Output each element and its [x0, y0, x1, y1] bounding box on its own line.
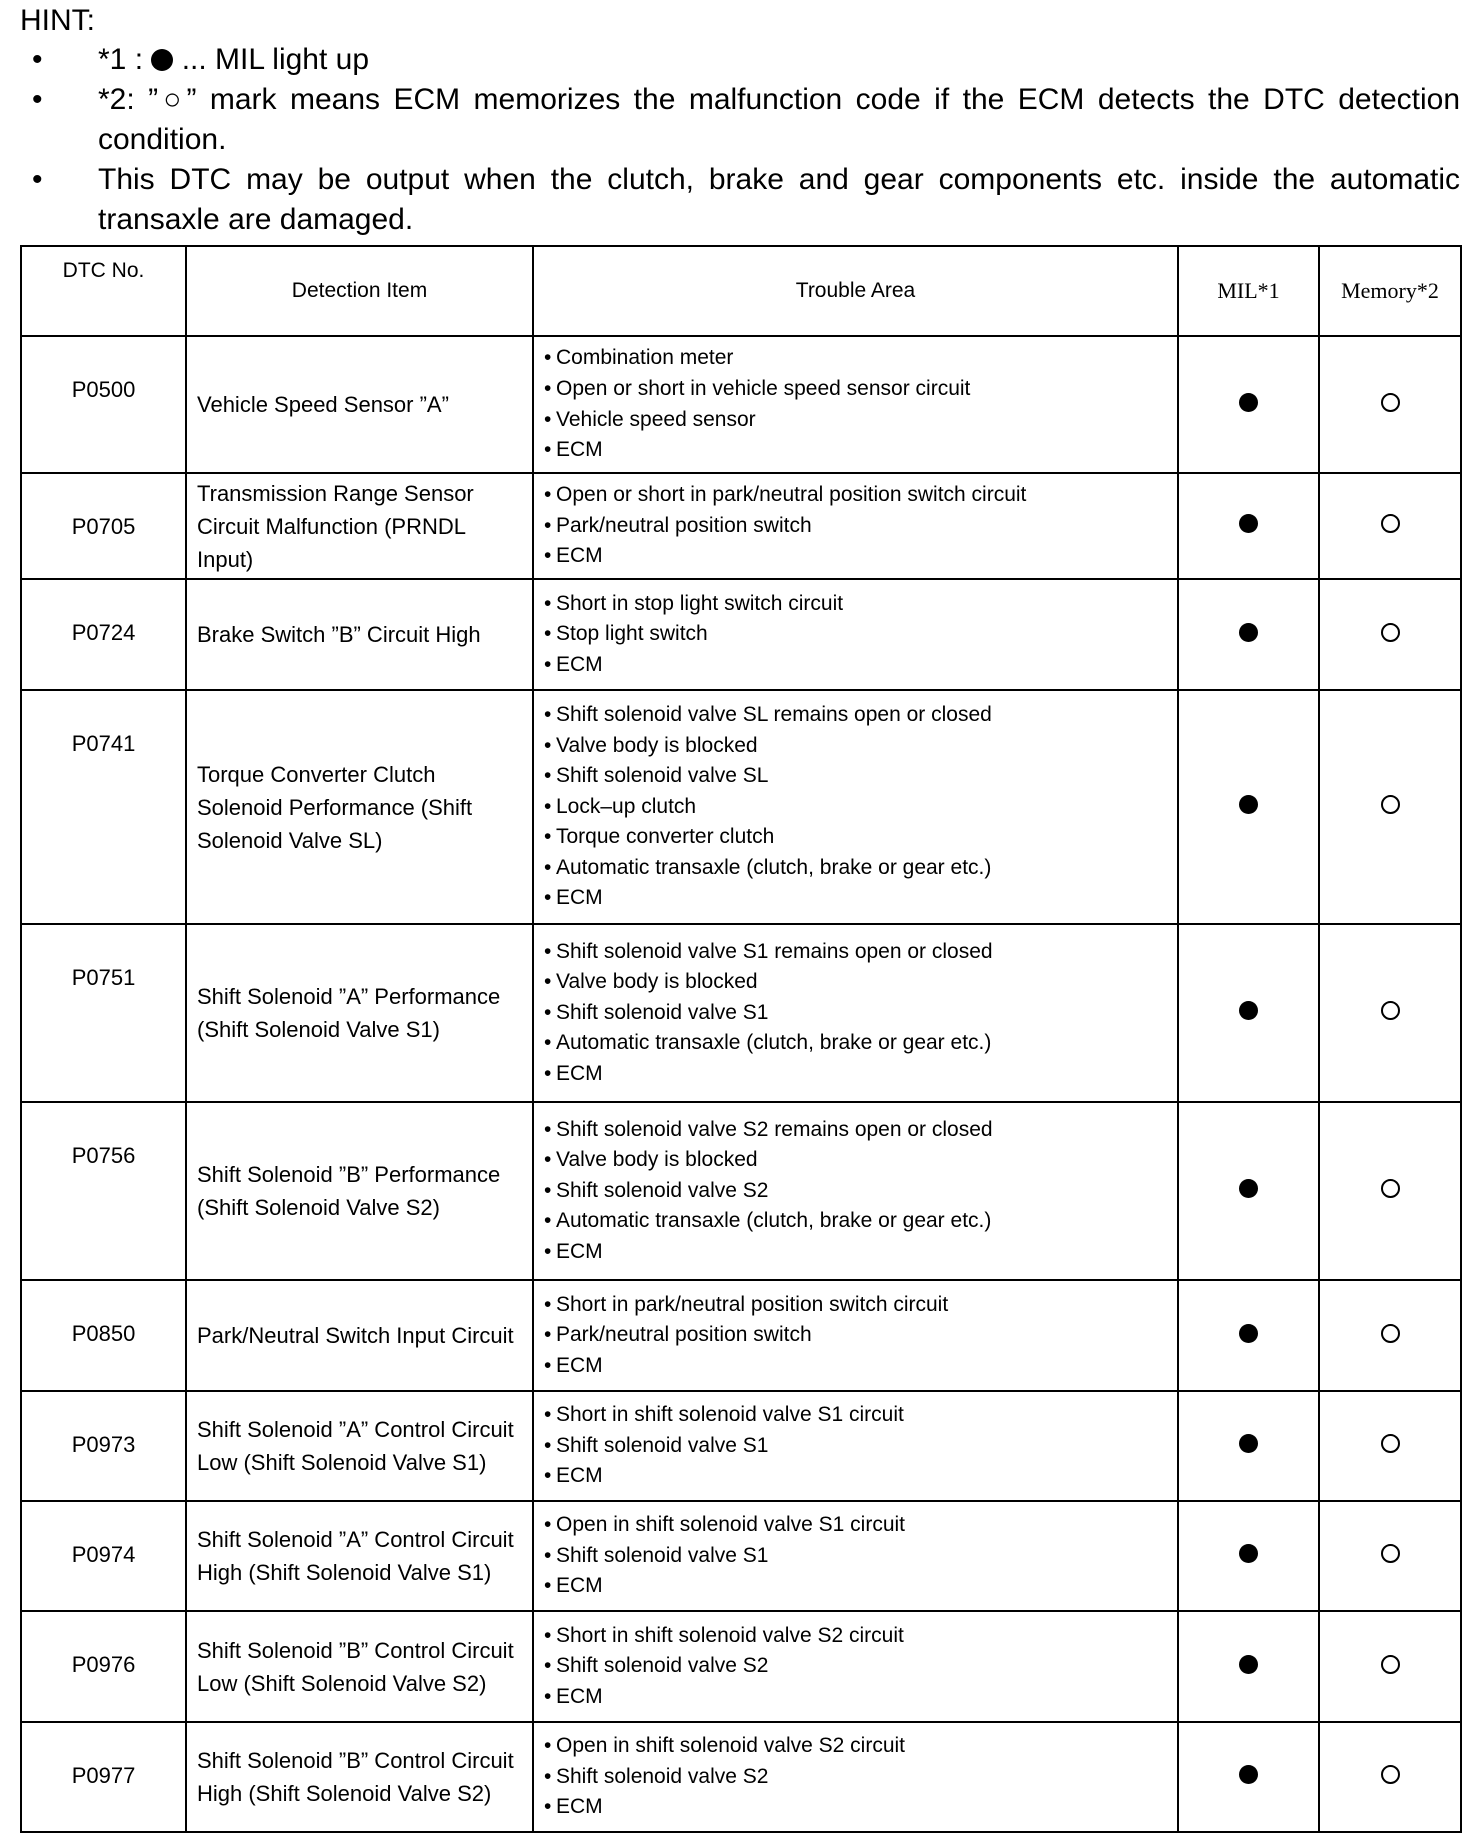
- open-circle-icon: [1381, 623, 1400, 642]
- dtc-table: [20, 245, 1462, 1833]
- open-circle-icon: [1381, 393, 1400, 412]
- detection-item: Shift Solenoid ”A” Control Circuit High (Shift Solenoid Valve S1): [186, 1501, 533, 1611]
- open-circle-icon: [1381, 1544, 1400, 1563]
- bullet-icon: •: [32, 163, 43, 196]
- trouble-area-item: • Shift solenoid valve S1: [544, 1541, 1167, 1572]
- trouble-area-item: • Shift solenoid valve S2: [544, 1176, 1167, 1207]
- trouble-area-list: [544, 937, 1167, 1090]
- filled-circle-icon: [1239, 1179, 1258, 1198]
- hint-item-mil: [20, 40, 1460, 80]
- open-circle-icon: [1381, 1765, 1400, 1784]
- trouble-area-item: • Park/neutral position switch: [544, 1320, 1167, 1351]
- trouble-area-item: • ECM: [544, 1792, 1167, 1823]
- detection-item: Shift Solenoid ”B” Control Circuit High (Shift Solenoid Valve S2): [186, 1722, 533, 1832]
- trouble-area-item: • Park/neutral position switch: [544, 511, 1167, 542]
- dtc-code: P0976: [21, 1611, 186, 1722]
- mil-cell: [1178, 1722, 1319, 1832]
- trouble-area-item: • ECM: [544, 1351, 1167, 1382]
- header-memory: Memory*2: [1319, 246, 1461, 336]
- detection-item: Shift Solenoid ”A” Control Circuit Low (Shift Solenoid Valve S1): [186, 1391, 533, 1501]
- filled-circle-icon: [1239, 514, 1258, 533]
- hint-item-mil-prefix: *1 :: [98, 43, 152, 76]
- trouble-area: [533, 1102, 1178, 1280]
- trouble-area: [533, 336, 1178, 473]
- trouble-area-list: [544, 1731, 1167, 1823]
- trouble-area-item: • Torque converter clutch: [544, 822, 1167, 853]
- memory-cell: [1319, 1102, 1461, 1280]
- header-mil: MIL*1: [1178, 246, 1319, 336]
- trouble-area-item: • Valve body is blocked: [544, 731, 1167, 762]
- hint-item-memory: [20, 80, 1460, 160]
- filled-circle-icon: [1239, 1765, 1258, 1784]
- trouble-area-item: • Shift solenoid valve S2 remains open or closed: [544, 1115, 1167, 1146]
- detection-item: Vehicle Speed Sensor ”A”: [186, 336, 533, 473]
- filled-circle-icon: [151, 49, 173, 71]
- table-row: [21, 1611, 1461, 1722]
- table-row: [21, 1501, 1461, 1611]
- trouble-area-item: • Short in shift solenoid valve S2 circuit: [544, 1621, 1167, 1652]
- trouble-area: [533, 1391, 1178, 1501]
- trouble-area-list: [544, 1621, 1167, 1713]
- detection-item: Park/Neutral Switch Input Circuit: [186, 1280, 533, 1391]
- trouble-area: [533, 1611, 1178, 1722]
- hint-list: [20, 40, 1460, 240]
- bullet-icon: •: [32, 83, 43, 116]
- trouble-area-item: • Open in shift solenoid valve S1 circuit: [544, 1510, 1167, 1541]
- dtc-code: P0751: [21, 924, 186, 1102]
- trouble-area: [533, 1280, 1178, 1391]
- trouble-area-item: • Combination meter: [544, 343, 1167, 374]
- detection-item: Torque Converter Clutch Solenoid Performance (Shift Solenoid Valve SL): [186, 690, 533, 924]
- trouble-area-item: • Shift solenoid valve SL remains open or closed: [544, 700, 1167, 731]
- trouble-area-item: • ECM: [544, 1237, 1167, 1268]
- memory-cell: [1319, 1391, 1461, 1501]
- mil-cell: [1178, 473, 1319, 579]
- table-row: [21, 579, 1461, 690]
- trouble-area-item: • Short in shift solenoid valve S1 circuit: [544, 1400, 1167, 1431]
- open-circle-icon: [1381, 1179, 1400, 1198]
- dtc-code: P0973: [21, 1391, 186, 1501]
- trouble-area-item: • Short in stop light switch circuit: [544, 589, 1167, 620]
- memory-cell: [1319, 473, 1461, 579]
- detection-item: Transmission Range Sensor Circuit Malfunction (PRNDL Input): [186, 473, 533, 579]
- open-circle-icon: [1381, 795, 1400, 814]
- table-row: [21, 1722, 1461, 1832]
- open-circle-icon: [1381, 514, 1400, 533]
- filled-circle-icon: [1239, 795, 1258, 814]
- table-row: [21, 1102, 1461, 1280]
- memory-cell: [1319, 924, 1461, 1102]
- header-trouble-area: Trouble Area: [533, 246, 1178, 336]
- trouble-area: [533, 924, 1178, 1102]
- trouble-area-item: • ECM: [544, 650, 1167, 681]
- trouble-area-item: • ECM: [544, 435, 1167, 466]
- open-circle-icon: [1381, 1655, 1400, 1674]
- filled-circle-icon: [1239, 623, 1258, 642]
- trouble-area-item: • Open or short in park/neutral position switch circuit: [544, 480, 1167, 511]
- hint-item-damage: [20, 160, 1460, 240]
- trouble-area-item: • Valve body is blocked: [544, 1145, 1167, 1176]
- memory-cell: [1319, 1611, 1461, 1722]
- memory-cell: [1319, 1280, 1461, 1391]
- mil-cell: [1178, 1280, 1319, 1391]
- trouble-area-item: • Vehicle speed sensor: [544, 405, 1167, 436]
- trouble-area-item: • Shift solenoid valve S1 remains open or closed: [544, 937, 1167, 968]
- dtc-code: P0756: [21, 1102, 186, 1280]
- trouble-area-item: • ECM: [544, 541, 1167, 572]
- trouble-area-item: • ECM: [544, 883, 1167, 914]
- dtc-code: P0850: [21, 1280, 186, 1391]
- trouble-area-item: • ECM: [544, 1682, 1167, 1713]
- trouble-area-item: • Valve body is blocked: [544, 967, 1167, 998]
- hint-item-mil-suffix: ... MIL light up: [173, 43, 370, 76]
- dtc-code: P0741: [21, 690, 186, 924]
- table-row: [21, 690, 1461, 924]
- filled-circle-icon: [1239, 1544, 1258, 1563]
- trouble-area-item: • Stop light switch: [544, 619, 1167, 650]
- detection-item: Shift Solenoid ”A” Performance (Shift Solenoid Valve S1): [186, 924, 533, 1102]
- detection-item: Shift Solenoid ”B” Performance (Shift Solenoid Valve S2): [186, 1102, 533, 1280]
- dtc-code: P0977: [21, 1722, 186, 1832]
- trouble-area-item: • Short in park/neutral position switch circuit: [544, 1290, 1167, 1321]
- hint-item-damage-text: This DTC may be output when the clutch, brake and gear components etc. inside the automatic transaxle are damaged.: [98, 163, 1460, 236]
- trouble-area-item: • Lock–up clutch: [544, 792, 1167, 823]
- memory-cell: [1319, 336, 1461, 473]
- mil-cell: [1178, 579, 1319, 690]
- memory-cell: [1319, 1722, 1461, 1832]
- trouble-area-list: [544, 589, 1167, 681]
- hint-section: [20, 0, 1460, 240]
- trouble-area-item: • ECM: [544, 1461, 1167, 1492]
- trouble-area-list: [544, 343, 1167, 465]
- open-circle-icon: [1381, 1324, 1400, 1343]
- hint-title: HINT:: [20, 4, 95, 37]
- mil-cell: [1178, 1102, 1319, 1280]
- filled-circle-icon: [1239, 393, 1258, 412]
- dtc-code: P0705: [21, 473, 186, 579]
- trouble-area-item: • Automatic transaxle (clutch, brake or gear etc.): [544, 1206, 1167, 1237]
- open-circle-icon: [1381, 1434, 1400, 1453]
- table-row: [21, 1391, 1461, 1501]
- mil-cell: [1178, 336, 1319, 473]
- table-row: [21, 336, 1461, 473]
- open-circle-icon: [1381, 1001, 1400, 1020]
- bullet-icon: •: [32, 43, 43, 76]
- dtc-code: P0974: [21, 1501, 186, 1611]
- trouble-area: [533, 473, 1178, 579]
- trouble-area-list: [544, 1510, 1167, 1602]
- trouble-area-item: • ECM: [544, 1571, 1167, 1602]
- trouble-area-list: [544, 700, 1167, 914]
- trouble-area-item: • Shift solenoid valve S1: [544, 998, 1167, 1029]
- trouble-area-item: • Shift solenoid valve S1: [544, 1431, 1167, 1462]
- memory-cell: [1319, 1501, 1461, 1611]
- trouble-area-item: • Open in shift solenoid valve S2 circuit: [544, 1731, 1167, 1762]
- trouble-area-item: • Shift solenoid valve S2: [544, 1762, 1167, 1793]
- trouble-area-item: • Automatic transaxle (clutch, brake or gear etc.): [544, 1028, 1167, 1059]
- trouble-area: [533, 690, 1178, 924]
- mil-cell: [1178, 690, 1319, 924]
- table-row: [21, 473, 1461, 579]
- mil-cell: [1178, 1611, 1319, 1722]
- trouble-area-list: [544, 480, 1167, 572]
- detection-item: Brake Switch ”B” Circuit High: [186, 579, 533, 690]
- trouble-area-item: • Shift solenoid valve SL: [544, 761, 1167, 792]
- memory-cell: [1319, 690, 1461, 924]
- trouble-area-item: • ECM: [544, 1059, 1167, 1090]
- trouble-area: [533, 1501, 1178, 1611]
- trouble-area-item: • Shift solenoid valve S2: [544, 1651, 1167, 1682]
- header-dtc-no: DTC No.: [21, 246, 186, 336]
- table-row: [21, 1280, 1461, 1391]
- table-row: [21, 924, 1461, 1102]
- filled-circle-icon: [1239, 1655, 1258, 1674]
- filled-circle-icon: [1239, 1324, 1258, 1343]
- dtc-code: P0500: [21, 336, 186, 473]
- memory-cell: [1319, 579, 1461, 690]
- filled-circle-icon: [1239, 1001, 1258, 1020]
- table-header-row: [21, 246, 1461, 336]
- filled-circle-icon: [1239, 1434, 1258, 1453]
- hint-item-memory-text: *2: ”○” mark means ECM memorizes the malfunction code if the ECM detects the DTC detection condition.: [98, 83, 1460, 156]
- trouble-area-list: [544, 1400, 1167, 1492]
- trouble-area-list: [544, 1290, 1167, 1382]
- mil-cell: [1178, 1501, 1319, 1611]
- trouble-area-item: • Open or short in vehicle speed sensor circuit: [544, 374, 1167, 405]
- mil-cell: [1178, 1391, 1319, 1501]
- table-body: [21, 336, 1461, 1832]
- trouble-area-list: [544, 1115, 1167, 1268]
- header-detection-item: Detection Item: [186, 246, 533, 336]
- trouble-area-item: • Automatic transaxle (clutch, brake or gear etc.): [544, 853, 1167, 884]
- dtc-code: P0724: [21, 579, 186, 690]
- detection-item: Shift Solenoid ”B” Control Circuit Low (Shift Solenoid Valve S2): [186, 1611, 533, 1722]
- mil-cell: [1178, 924, 1319, 1102]
- trouble-area: [533, 579, 1178, 690]
- trouble-area: [533, 1722, 1178, 1832]
